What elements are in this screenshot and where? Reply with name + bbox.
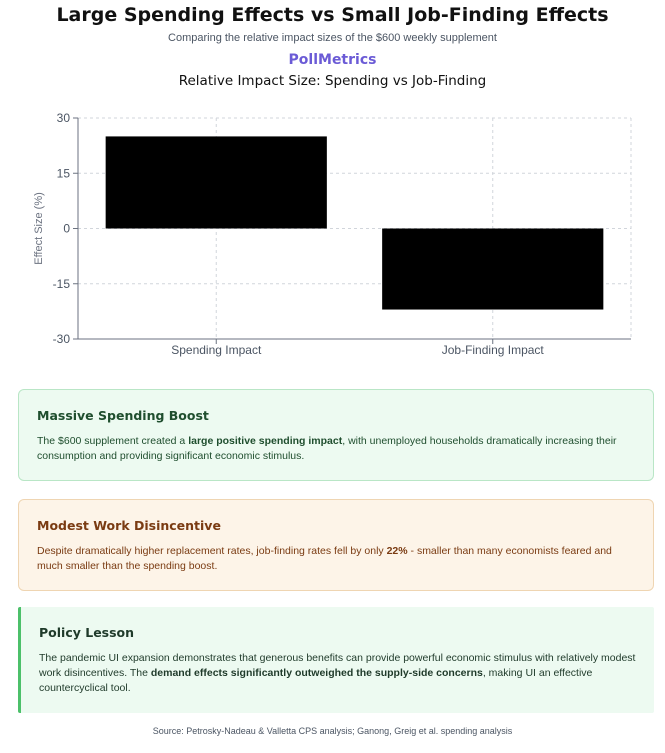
card-text (37, 434, 635, 464)
y-axis-label: Effect Size (%) (33, 192, 45, 265)
card-text (37, 544, 635, 574)
card-text-bold: large positive spending impact (188, 435, 343, 447)
x-tick-label: Spending Impact (171, 343, 262, 357)
card-text-before: The $600 supplement created a (37, 435, 189, 447)
card-title: Policy Lesson (39, 625, 135, 640)
card-text-bold: 22% (386, 545, 408, 557)
card-text-before: The pandemic UI expansion demonstrates that generous benefits can provide powerful economic stimulus with relatively modest work disincentives. The (39, 652, 636, 679)
card-spending-boost (18, 389, 654, 481)
card-title: Massive Spending Boost (37, 408, 209, 423)
card-policy-lesson (18, 607, 654, 713)
card-work-disincentive (18, 499, 654, 591)
bar-2 (382, 229, 603, 310)
brand-logo: PollMetrics (288, 52, 377, 68)
page-title: Large Spending Effects vs Small Job-Finding Effects (56, 4, 609, 26)
card-text (39, 651, 636, 696)
card-text-after: - smaller than many economists feared and much smaller than the spending boost. (37, 545, 612, 572)
card-text-after: , with unemployed households dramatically increasing their consumption and providing significant economic stimulus. (37, 435, 617, 462)
y-tick-label: 30 (56, 111, 70, 125)
card-text-bold: demand effects significantly outweighed the supply-side concerns (150, 667, 483, 679)
y-tick-label: 15 (56, 166, 70, 181)
page-subtitle: Comparing the relative impact sizes of the $600 weekly supplement (168, 32, 497, 44)
source-note: Source: Petrosky-Nadeau & Valletta CPS analysis; Ganong, Greig et al. spending analysis (152, 726, 513, 736)
y-tick-label: -30 (52, 332, 70, 346)
y-tick-label: 0 (63, 221, 70, 236)
card-title: Modest Work Disincentive (37, 518, 221, 533)
card-text-before: Despite dramatically higher replacement rates, job-finding rates fell by only (37, 545, 387, 557)
bar-1 (106, 136, 327, 228)
chart-title: Relative Impact Size: Spending vs Job-Finding (178, 73, 487, 89)
x-tick-label: Job-Finding Impact (441, 343, 544, 357)
y-tick-label: -15 (52, 276, 70, 291)
card-text-after: , making UI an effective countercyclical tool. (39, 667, 593, 694)
